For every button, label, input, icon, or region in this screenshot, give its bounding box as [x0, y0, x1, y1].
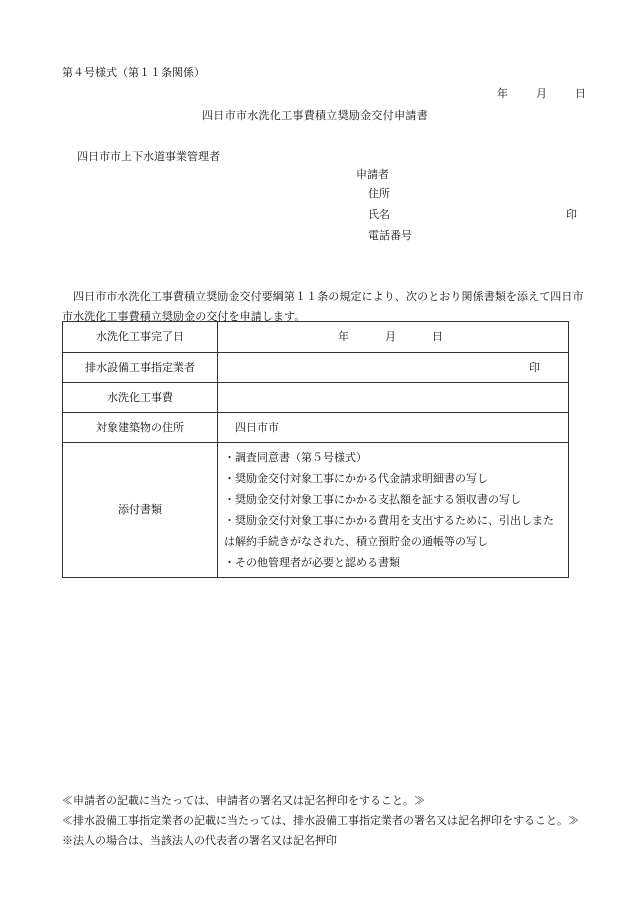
completion-day-label: 日: [432, 330, 443, 344]
applicant-heading: 申請者: [356, 168, 389, 181]
completion-date-field[interactable]: [218, 322, 569, 353]
note-contractor-signature: ≪排水設備工事指定業者の記載に当たっては、排水設備工事指定業者の署名又は記名押印をすること。≫: [62, 814, 579, 827]
completion-date-label: 水洗化工事完了日: [63, 322, 218, 353]
applicant-seal-mark: 印: [566, 208, 577, 221]
attachments-list: [218, 443, 569, 578]
form-number: 第４号様式（第１１条関係）: [62, 66, 205, 79]
list-item: ・その他管理者が必要と認める書類: [224, 556, 400, 569]
cost-label: 水洗化工事費: [63, 383, 218, 413]
table-row: [63, 443, 569, 578]
list-item: ・奨励金交付対象工事にかかる費用を支出するために、引出しまたは解約手続きがなされた、積立預貯金の通帳等の写し: [224, 514, 554, 548]
application-statement: 四日市市水洗化工事費積立奨励金交付要綱第１１条の規定により、次のとおり関係書類を添えて四日市市水洗化工事費積立奨励金の交付を申請します。: [62, 290, 584, 323]
list-item: ・奨励金交付対象工事にかかる代金請求明細書の写し: [224, 472, 488, 485]
building-address-label: 対象建築物の住所: [63, 413, 218, 443]
completion-month-label: 月: [385, 330, 396, 344]
cost-field[interactable]: [218, 383, 569, 413]
document-title: 四日市市水洗化工事費積立奨励金交付申請書: [202, 109, 428, 122]
applicant-address-label: 住所: [368, 187, 390, 200]
date-day-label: 日: [575, 87, 586, 100]
table-row: [63, 353, 569, 383]
list-item: ・奨励金交付対象工事にかかる支払額を証する領収書の写し: [224, 493, 521, 506]
attachments-label: 添付書類: [63, 443, 218, 578]
date-month-label: 月: [536, 87, 547, 100]
contractor-seal-mark: 印: [529, 360, 540, 374]
completion-year-label: 年: [338, 330, 349, 344]
building-address-field[interactable]: 四日市市: [218, 413, 569, 443]
applicant-name-label: 氏名: [368, 208, 390, 221]
list-item: ・調査同意書（第５号様式）: [224, 451, 367, 464]
note-corporation: ※法人の場合は、当該法人の代表者の署名又は記名押印: [62, 834, 337, 847]
addressee: 四日市市上下水道事業管理者: [77, 150, 220, 163]
table-row: [63, 413, 569, 443]
contractor-label: 排水設備工事指定業者: [63, 353, 218, 383]
table-row: [63, 383, 569, 413]
table-row: [63, 322, 569, 353]
date-line: [497, 87, 586, 100]
contractor-field[interactable]: [218, 353, 569, 383]
date-year-label: 年: [497, 87, 508, 100]
applicant-phone-label: 電話番号: [368, 229, 412, 242]
note-applicant-signature: ≪申請者の記載に当たっては、申請者の署名又は記名押印をすること。≫: [62, 794, 425, 807]
application-table: [62, 321, 569, 578]
